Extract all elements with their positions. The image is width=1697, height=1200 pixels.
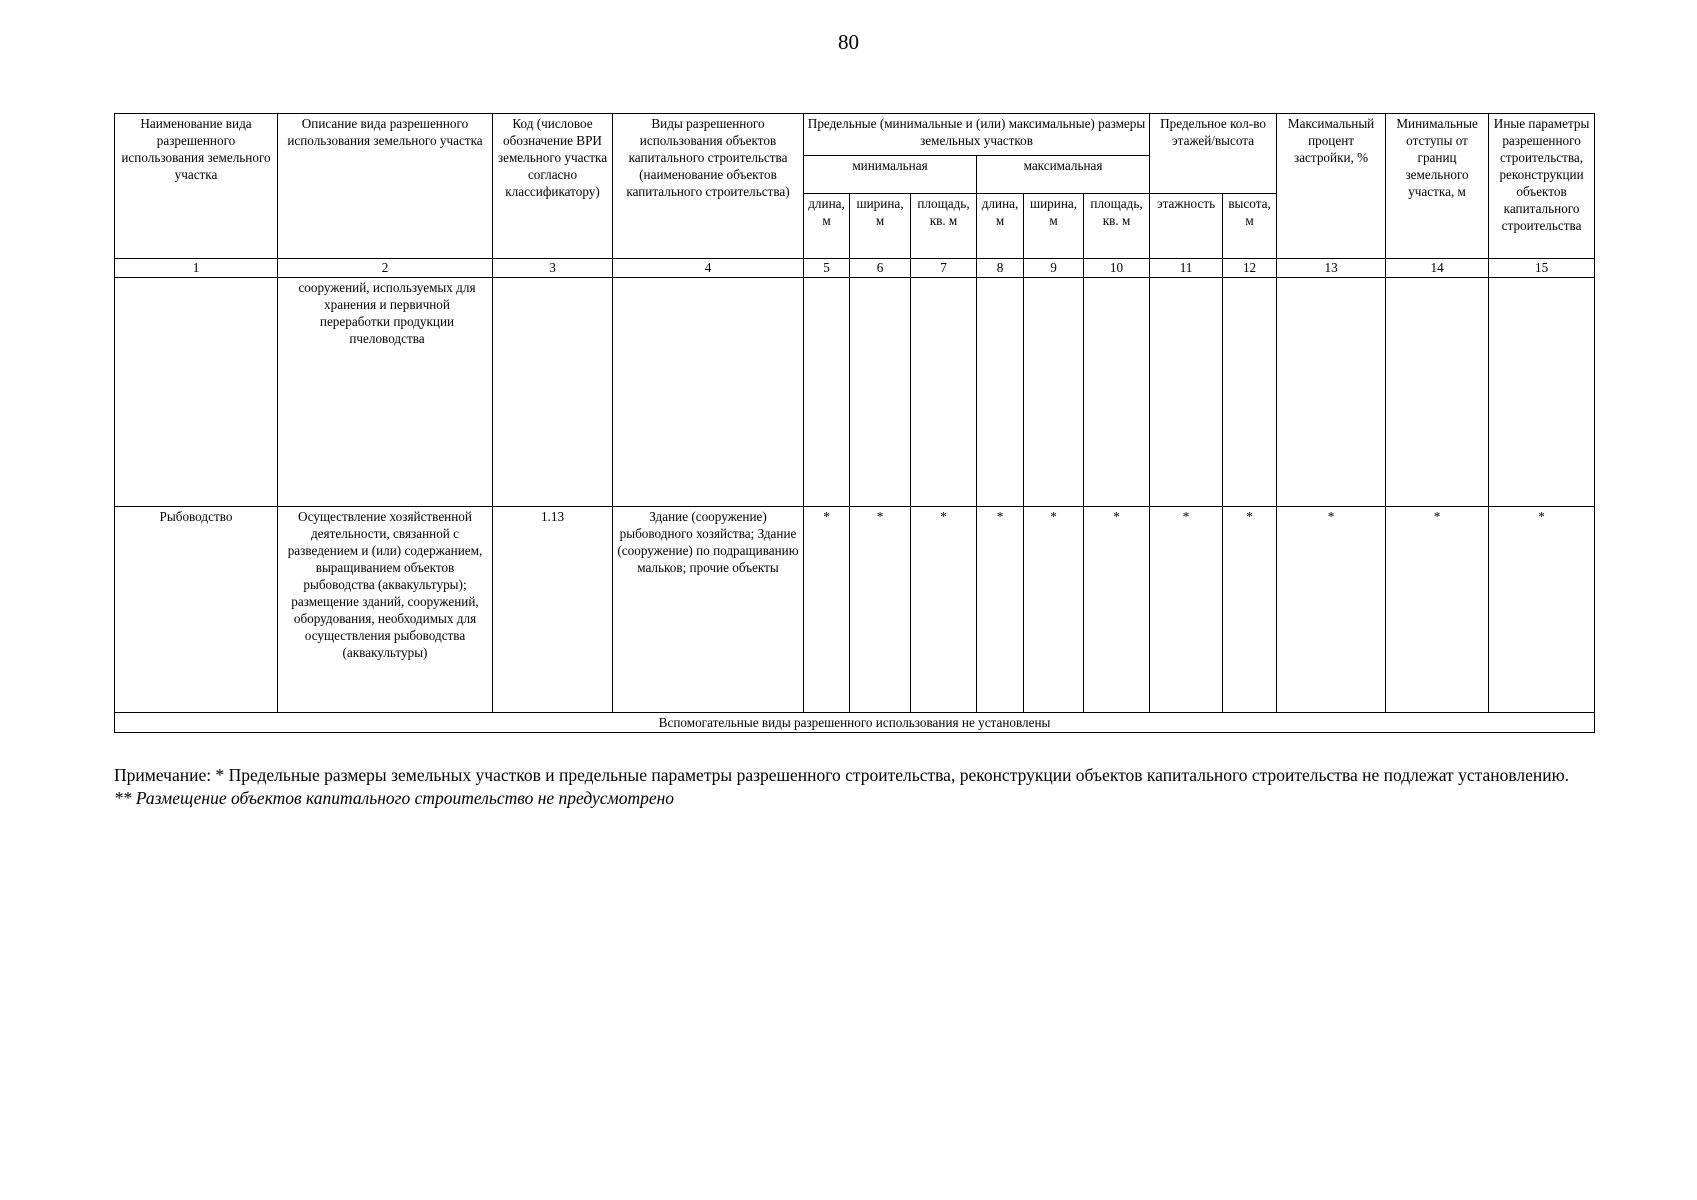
cell-empty xyxy=(1024,278,1084,507)
column-numbers-row xyxy=(115,259,1595,278)
footnote-main: Примечание: * Предельные размеры земельных участков и предельные параметры разрешенного строительства, реконструкции объектов капитального строительства не подлежат установлению. xyxy=(114,765,1570,785)
continuation-description: сооружений, используемых для хранения и первичной переработки продукции пчеловодства xyxy=(278,278,493,507)
column-number: 5 xyxy=(804,259,850,278)
value-cell: * xyxy=(977,507,1024,713)
header-min-length: длина, м xyxy=(804,194,850,259)
use-name: Рыбоводство xyxy=(115,507,278,713)
column-number: 3 xyxy=(493,259,613,278)
column-number: 14 xyxy=(1386,259,1489,278)
value-cell: * xyxy=(1084,507,1150,713)
column-number: 8 xyxy=(977,259,1024,278)
header-min-setback: Минимальные отступы от границ земельного участка, м xyxy=(1386,114,1489,259)
column-number: 4 xyxy=(613,259,804,278)
header-height: высота, м xyxy=(1223,194,1277,259)
cell-empty xyxy=(977,278,1024,507)
cell-empty xyxy=(804,278,850,507)
cell-empty xyxy=(1223,278,1277,507)
table-row-auxiliary xyxy=(115,713,1595,733)
header-max-width: ширина, м xyxy=(1024,194,1084,259)
column-number: 12 xyxy=(1223,259,1277,278)
column-number: 15 xyxy=(1489,259,1595,278)
use-objects: Здание (сооружение) рыбоводного хозяйства; Здание (сооружение) по подращиванию мальков; прочие объекты xyxy=(613,507,804,713)
header-size-limits: Предельные (минимальные и (или) максимальные) размеры земельных участков xyxy=(804,114,1150,156)
header-max-percent: Максимальный процент застройки, % xyxy=(1277,114,1386,259)
cell-empty xyxy=(850,278,911,507)
cell-empty xyxy=(1277,278,1386,507)
value-cell: * xyxy=(850,507,911,713)
footnotes xyxy=(114,764,1594,810)
cell-empty xyxy=(1150,278,1223,507)
value-cell: * xyxy=(1150,507,1223,713)
footnote-secondary: ** Размещение объектов капитального строительство не предусмотрено xyxy=(114,788,675,808)
column-number: 7 xyxy=(911,259,977,278)
column-number: 6 xyxy=(850,259,911,278)
cell-empty xyxy=(115,278,278,507)
value-cell: * xyxy=(1024,507,1084,713)
header-min-width: ширина, м xyxy=(850,194,911,259)
value-cell: * xyxy=(804,507,850,713)
column-number: 9 xyxy=(1024,259,1084,278)
header-max-area: площадь, кв. м xyxy=(1084,194,1150,259)
header-other-params: Иные параметры разрешенного строительства, реконструкции объектов капитального строительства xyxy=(1489,114,1595,259)
auxiliary-note: Вспомогательные виды разрешенного использования не установлены xyxy=(115,713,1595,733)
land-use-table xyxy=(114,113,1595,733)
header-description: Описание вида разрешенного использования земельного участка xyxy=(278,114,493,259)
header-floors: этажность xyxy=(1150,194,1223,259)
cell-empty xyxy=(1489,278,1595,507)
use-code: 1.13 xyxy=(493,507,613,713)
cell-empty xyxy=(1386,278,1489,507)
value-cell: * xyxy=(911,507,977,713)
header-min: минимальная xyxy=(804,156,977,194)
header-floors-height: Предельное кол-во этажей/высота xyxy=(1150,114,1277,194)
value-cell: * xyxy=(1223,507,1277,713)
header-name: Наименование вида разрешенного использования земельного участка xyxy=(115,114,278,259)
header-min-area: площадь, кв. м xyxy=(911,194,977,259)
cell-empty xyxy=(613,278,804,507)
column-number: 13 xyxy=(1277,259,1386,278)
cell-empty xyxy=(493,278,613,507)
page-number: 80 xyxy=(838,30,859,54)
header-code: Код (числовое обозначение ВРИ земельного участка согласно классификатору) xyxy=(493,114,613,259)
header-max: максимальная xyxy=(977,156,1150,194)
header-objects: Виды разрешенного использования объектов капитального строительства (наименование объектов капитального строительства) xyxy=(613,114,804,259)
cell-empty xyxy=(1084,278,1150,507)
column-number: 11 xyxy=(1150,259,1223,278)
value-cell: * xyxy=(1277,507,1386,713)
use-description: Осуществление хозяйственной деятельности, связанной с разведением и (или) содержанием, выращиванием объектов рыбоводства (аквакультуры); размещение зданий, сооружений, оборудования, необходимых для осуществления рыбоводства (аквакультуры) xyxy=(278,507,493,713)
column-number: 10 xyxy=(1084,259,1150,278)
table-row-fish-farming xyxy=(115,507,1595,713)
header-max-length: длина, м xyxy=(977,194,1024,259)
value-cell: * xyxy=(1489,507,1595,713)
column-number: 2 xyxy=(278,259,493,278)
cell-empty xyxy=(911,278,977,507)
value-cell: * xyxy=(1386,507,1489,713)
column-number: 1 xyxy=(115,259,278,278)
table-row-continuation xyxy=(115,278,1595,507)
